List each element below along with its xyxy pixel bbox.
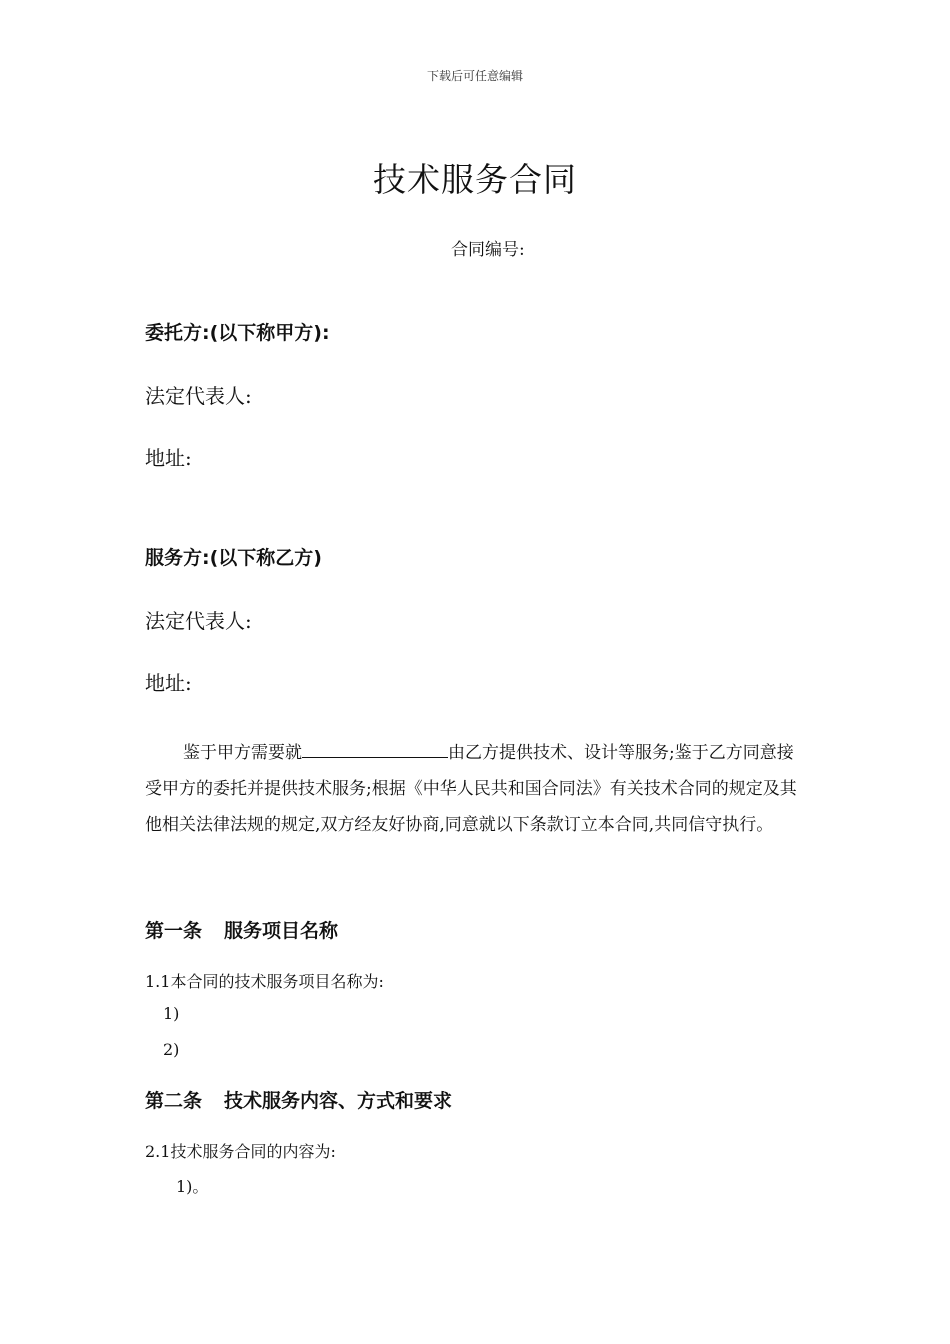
article-1-item-1: 1) xyxy=(163,1004,180,1023)
service-subject-blank xyxy=(302,739,448,758)
clause-2-1: 2.1技术服务合同的内容为: xyxy=(145,1142,336,1161)
provider-heading: 服务方:(以下称乙方) xyxy=(145,547,322,569)
article-2-item-1: 1)。 xyxy=(176,1177,209,1196)
article-1-item-2: 2) xyxy=(163,1040,180,1059)
client-address-label: 地址: xyxy=(145,446,192,470)
preamble-part2: 由乙方提供技术、设计等服务;鉴于乙方同意接受甲方的委托并提供技术服务;根据《中华人民共和国合同法》有关技术合同的规定及其他相关法律法规的规定,双方经友好协商,同意就以下条款订立本合同,共同信守执行。 xyxy=(145,743,797,835)
article-1-number: 第一条 xyxy=(145,920,203,942)
article-2-title: 技术服务内容、方式和要求 xyxy=(224,1090,453,1112)
preamble-part1: 鉴于甲方需要就 xyxy=(183,743,302,763)
article-1-title: 服务项目名称 xyxy=(224,920,339,942)
provider-address-label: 地址: xyxy=(145,671,192,695)
client-legal-rep-label: 法定代表人: xyxy=(145,384,252,408)
header-note: 下载后可任意编辑 xyxy=(426,69,523,83)
article-2-number: 第二条 xyxy=(145,1090,203,1112)
provider-legal-rep-label: 法定代表人: xyxy=(145,609,252,633)
contract-number-label: 合同编号: xyxy=(451,240,525,260)
clause-1-1: 1.1本合同的技术服务项目名称为: xyxy=(145,972,384,991)
article-1-heading xyxy=(145,916,338,943)
client-heading: 委托方:(以下称甲方): xyxy=(145,322,330,344)
article-2-heading xyxy=(145,1086,452,1113)
preamble-paragraph xyxy=(145,735,810,843)
document-title: 技术服务合同 xyxy=(373,160,577,199)
